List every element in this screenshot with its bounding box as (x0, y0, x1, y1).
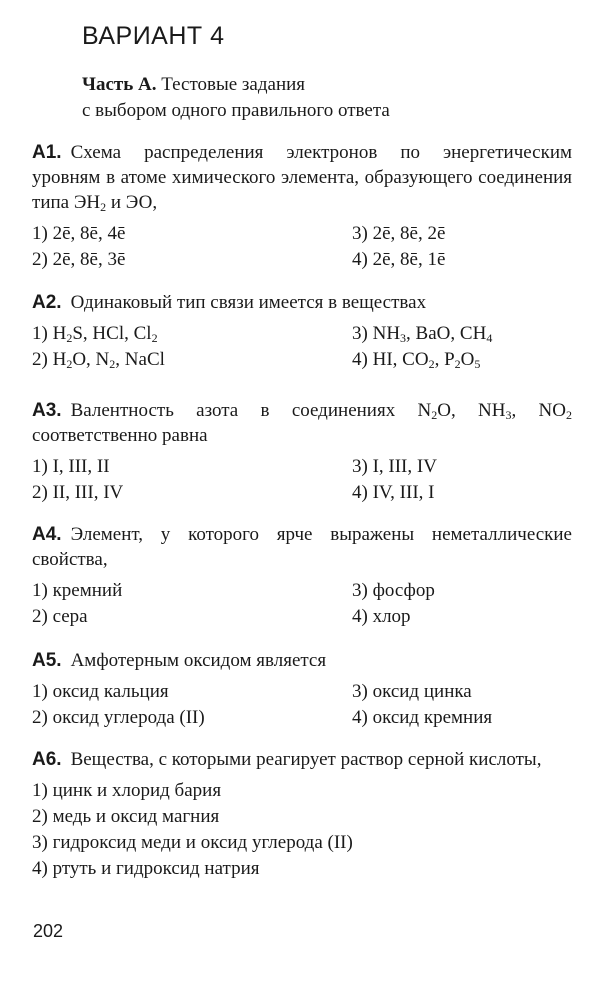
answer-option: 2) оксид углерода (II) (32, 707, 205, 728)
question-number: А5. (32, 650, 62, 671)
answer-option: 1) кремний (32, 580, 123, 601)
answer-option: 1) I, III, II (32, 456, 110, 477)
answer-option: 1) $H_2S$, HCl, $Cl_2$ (32, 323, 158, 345)
answer-option: 2) II, III, IV (32, 482, 124, 503)
answer-option: 4) 2ē, 8ē, 1ē (352, 249, 446, 270)
part-subtitle-line2: с выбором одного правильного ответа (82, 100, 390, 121)
question-text: Элемент, у которого ярче выражены неметаллические свойства, (32, 524, 572, 570)
question-a1 (32, 140, 572, 272)
answer-option: 3) I, III, IV (352, 456, 437, 477)
question-text: Вещества, с которыми реагирует раствор серной кислоты, (70, 749, 542, 770)
answer-option: 2) 2ē, 8ē, 3ē (32, 249, 126, 270)
answer-option: 3) оксид цинка (352, 681, 472, 702)
answer-option: 4) оксид кремния (352, 707, 493, 728)
answer-option: 1) цинк и хлорид бария (32, 780, 222, 801)
answer-option: 4) хлор (352, 606, 411, 627)
answer-option: 1) оксид кальция (32, 681, 169, 702)
answer-option: 3) гидроксид меди и оксид углерода (II) (32, 832, 353, 853)
question-text: Одинаковый тип связи имеется в веществах (70, 292, 427, 313)
answer-option: 2) медь и оксид магния (32, 806, 220, 827)
question-number: А3. (32, 400, 62, 421)
part-subtitle-line1: Тестовые задания (161, 74, 306, 95)
question-a6 (32, 747, 572, 881)
answer-option: 3) фосфор (352, 580, 435, 601)
answer-option: 2) $H_2O$, $N_2$, NaCl (32, 349, 165, 371)
answer-option: 1) 2ē, 8ē, 4ē (32, 223, 126, 244)
page-number: 202 (33, 921, 64, 941)
part-header (82, 72, 390, 124)
question-number: А4. (32, 524, 62, 545)
question-a4 (32, 522, 572, 629)
variant-heading: ВАРИАНТ 4 (82, 22, 225, 50)
answer-option: 4) HI, $CO_2$, $P_2O_5$ (352, 349, 481, 371)
answer-option: 2) сера (32, 606, 88, 627)
question-a3 (32, 398, 572, 505)
question-number: А2. (32, 292, 62, 313)
part-title: Часть А. (82, 74, 157, 95)
question-a5 (32, 648, 572, 730)
answer-option: 4) ртуть и гидроксид натрия (32, 858, 260, 879)
question-text: Амфотерным оксидом является (70, 650, 327, 671)
question-number: А6. (32, 749, 62, 770)
question-text: Валентность азота в соединениях $N_2O$, $NH_3$, $NO_2$ соответственно равна (32, 400, 573, 446)
answer-option: 4) IV, III, I (352, 482, 435, 503)
question-number: А1. (32, 142, 62, 163)
answer-option: 3) 2ē, 8ē, 2ē (352, 223, 446, 244)
question-a2 (32, 290, 572, 372)
answer-option: 3) $NH_3$, BaO, $CH_4$ (352, 323, 493, 345)
question-text: Схема распределения электронов по энергетическим уровням в атоме химического элемента, образующего соединения типа $ЭН_2$ и ЭО, (32, 142, 573, 214)
